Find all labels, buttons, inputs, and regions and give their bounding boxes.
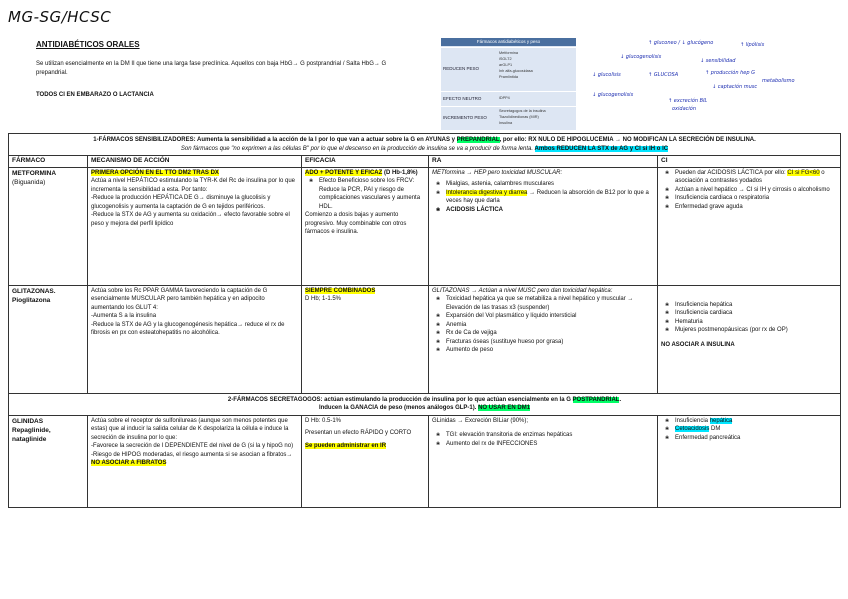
page-title: ANTIDIABÉTICOS ORALES [36, 40, 140, 49]
row-metformina: METFORMINA (Biguanida) PRIMERA OPCIÓN EN EL TTO DM2 TRAS DX Actúa a nivel HEPÁTICO estimulando la TYR-K del Rc de insulina por lo que incrementa la sensibilidad a esta. Por tanto: -Reduce la producción HEPÁTICA DE G→ disminuye la glucolisis y glucogenolisis y aumenta la captación de G en tejidos periféricos. -Reduce la STX de AG y aumenta su oxidación→ efecto favorable sobre el peso y mejora del perfil lipídico ADO + POTENTE Y EFICAZ (D Hb-1,8%) ❀ Efecto Beneficioso sobre los FRCV: Reduce la PCR, PAI y riesgo de complicaciones vasculares y aumenta HDL. Comienzo a dosis bajas y aumento progresivo. Muy combinable con otros fármacos e insulina. METformina → HEP pero toxicidad MUSCULAR: ❀ Mialgias, astenia, calambres musculares ❀ Intolerancia digestiva y diarrea → Reducen la absorción de B12 por lo que a veces hay que darla ❀ ACIDOSIS LÁCTICA ❀ Pueden dar ACIDOSIS LÁCTICA por ello: CI si FG<60 o asociación a contrastes yodados ❀ Actúan a nivel hepático → CI si IH y cirrosis o alcoholismo ❀ Insuficiencia cardiaca o respiratoria ❀ Enfermedad grave aguda [9, 167, 841, 285]
row-glinidas: GLINIDAS Repaglinide, nataglinide Actúa sobre el receptor de sulfonilureas (aunque son menos potentes que estas) que al inducir la salida celular de K despolariza la célula e induce la secreción de insulina por lo que: -Favorece la secreción de I DEPENDIENTE del nivel de G (si la y hipoG no) -Riesgo de HIPOG moderadas, el riesgo aumenta si se asocian a fibratos→ NO ASOCIAR A FIBRATOS D Hb: 0.5-1% Presentan un efecto RÁPIDO y CORTO Se pueden administrar en IR GLinidas → Excreción BILiar (90%); ❀ TGI: elevación transitoria de enzimas hepáticas ❀ Aumento del rx de INFECCIONES ❀ Insuficiencia hepática ❀ Cetoacidosis DM ❀ Enfermedad pancreática [9, 415, 841, 507]
col-mecanismo: MECANISMO DE ACCIÓN [88, 156, 302, 168]
col-farmaco: FÁRMACO [9, 156, 88, 168]
weight-row-neutral: EFECTO NEUTRO iDPP4 [441, 91, 576, 106]
intro-text: Se utilizan esencialmente en la DM II que tiene una larga fase preclínica. Aquellos con baja HbG→ G postprandrial / Salta HbG→ G prepandrial. [36, 61, 387, 76]
handwritten-title: MG-SG/HCSC [8, 8, 112, 26]
section-1-row: 1-FÁRMACOS SENSIBILIZADORES: Aumenta la sensibilidad a la acción de la I por lo que van a actuar sobre la G en AYUNAS y PREPANDRIAL, por ello: RX NULO DE HIPOGLUCEMIA → NO MODIFICAN LA SECRECIÓN DE INSULINA. Son fármacos que "no exprimen a las células B" por lo que el descenso en la producción de insulina se va a producir de forma lenta. Ambos REDUCEN LA STX de AG y CI si IH o IC [9, 134, 841, 156]
col-ci: CI [658, 156, 841, 168]
row-glitazonas: GLITAZONAS. Pioglitazona Actúa sobre los Rc PPAR GAMMA favoreciendo la captación de G esencialmente MUSCULAR pero también hepática y en adipocito aumentando los GLUT 4: -Aumenta S a la insulina -Reduce la STX de AG y la glucogenogénesis hepática→ reduce el rx de fibrosis en px con esteatohepatitis no alcohólica. SIEMPRE COMBINADOS D Hb; 1-1.5% GLITAZONAS → Actúan a nivel MUSC pero dan toxicidad hepática: ❀ Toxicidad hepática ya que se metabiliza a nivel hepático y muscular → Elevación de las trasas x3 (suspender) ❀ Expansión del Vol plasmático y líquido intersticial ❀ Anemia ❀ Rx de Ca de vejiga ❀ Fracturas óseas (sustituye hueso por grasa) ❀ Aumento de peso ❀ Insuficiencia hepática ❀ Insuficiencia cardiaca ❀ Hematuria ❀ Mujeres postmenopáusicas (por rx de OP) NO ASOCIAR A INSULINA [9, 285, 841, 393]
col-eficacia: EFICACIA [302, 156, 429, 168]
pregnancy-note: TODOS CI EN EMBARAZO O LACTANCIA [36, 92, 154, 98]
handwritten-notes: ↑ gluconeo / ↓ glucógeno ↑ lipólisis ↓ glucogenolisis ↓ sensibilidad ↓ glucolisis ↑ GLUCOSA ↑ producción hep G metabolismo ↓ captación musc ↓ glucogenolisis ↑ excreción BIL oxidación [592, 40, 795, 112]
section-2-row: 2-FÁRMACOS SECRETAGOGOS: actúan estimulando la producción de insulina por lo que actúan esencialmente en la G POSTPANDRIAL. Inducen la GANACIA de peso (menos análogos GLP-1). NO USAR EN DM1 [9, 393, 841, 415]
weight-row-reduce: REDUCEN PESO Metformina iSGLT2 arGLP1 Inh alfa-glucosidasa Pramlintida [441, 47, 576, 91]
weight-row-increase: INCREMENTO PESO Secretagogos de la insulina Tiazolidinedionas (MIR) Insulina [441, 106, 576, 131]
header-row [9, 156, 841, 168]
col-ra: RA [429, 156, 658, 168]
weight-effect-table [441, 38, 576, 130]
weight-table-header: Fármacos antidiabéticos y peso [441, 38, 576, 46]
antidiabetics-table [8, 133, 841, 508]
